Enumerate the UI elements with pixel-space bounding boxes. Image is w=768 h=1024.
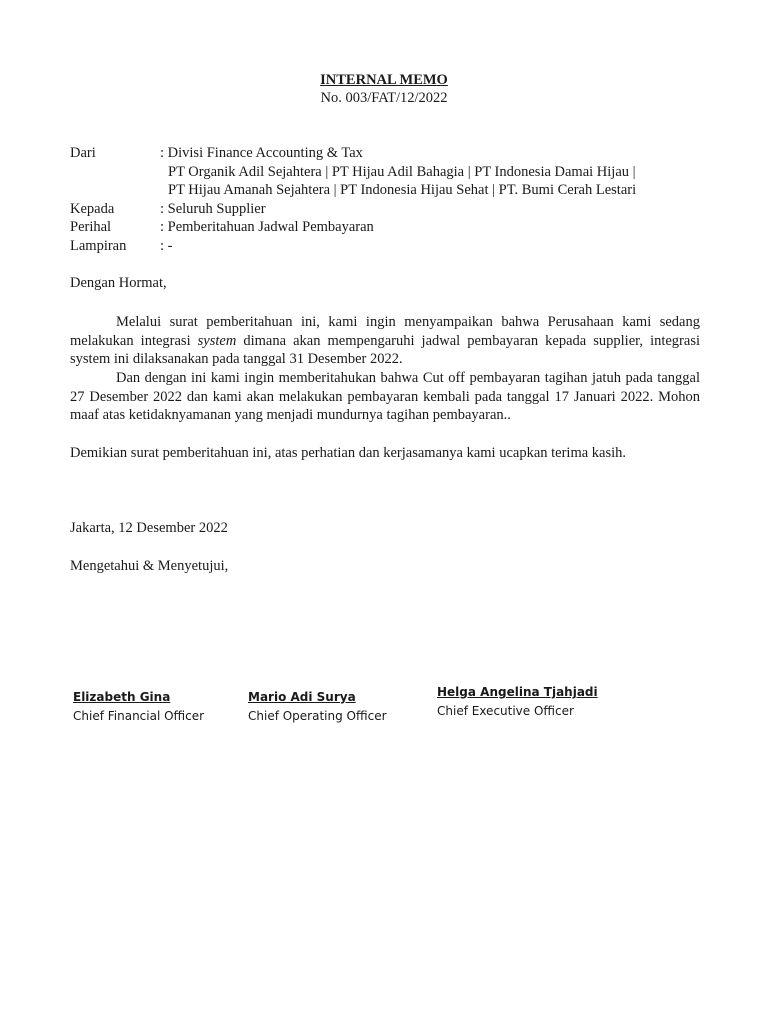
signatory-title: Chief Executive Officer xyxy=(437,704,574,718)
paragraph-1-part-a: Melalui surat pemberitahuan ini, kami ingin menyampaikan bahwa Perusahaan kami sedang melakukan integrasi xyxy=(70,314,700,349)
signatory-name: Helga Angelina Tjahjadi xyxy=(437,685,598,699)
subject-label: Perihal xyxy=(70,219,112,236)
paragraph-1-italic: system xyxy=(197,332,237,349)
paragraph-1 xyxy=(70,313,700,369)
signatory-cfo xyxy=(73,690,204,723)
memo-number: No. 003/FAT/12/2022 xyxy=(320,90,448,106)
paragraph-2: Dan dengan ini kami ingin memberitahukan bahwa Cut off pembayaran tagihan jatuh pada tanggal 27 Desember 2022 dan kami akan melakukan pembayaran kembali pada tanggal 17 Januari 2022. Mohon maaf atas ketidaknyamanan yang menjadi mundurnya tagihan pembayaran.. xyxy=(70,370,700,424)
greeting: Dengan Hormat, xyxy=(70,275,167,291)
signatory-title: Chief Financial Officer xyxy=(73,709,205,723)
to-label: Kepada xyxy=(70,200,115,217)
subject-value: : Pemberitahuan Jadwal Pembayaran xyxy=(160,219,374,236)
from-value: : Divisi Finance Accounting & Tax xyxy=(160,145,363,161)
from-value-line3: PT Hijau Amanah Sejahtera | PT Indonesia Hijau Sehat | PT. Bumi Cerah Lestari xyxy=(168,182,637,199)
signatory-coo xyxy=(248,690,387,723)
paragraph-1-part-b: dimana akan mempengaruhi jadwal pembayaran kepada supplier, integrasi system ini dilaksanakan pada tanggal 31 Desember 2022. xyxy=(70,332,700,368)
attachment-value: : - xyxy=(160,237,173,254)
approval-line: Mengetahui & Menyetujui, xyxy=(70,558,229,574)
memo-title: INTERNAL MEMO xyxy=(320,72,448,88)
signatory-ceo xyxy=(437,685,598,718)
signatory-name: Elizabeth Gina xyxy=(73,690,171,704)
from-value-line2: PT Organik Adil Sejahtera | PT Hijau Adil Bahagia | PT Indonesia Damai Hijau | xyxy=(168,163,636,180)
signatory-name: Mario Adi Surya xyxy=(248,690,356,704)
signatory-title: Chief Operating Officer xyxy=(248,709,387,723)
place-date: Jakarta, 12 Desember 2022 xyxy=(70,520,228,536)
to-value: : Seluruh Supplier xyxy=(160,200,266,217)
closing-paragraph: Demikian surat pemberitahuan ini, atas perhatian dan kerjasamanya kami ucapkan terima kasih. xyxy=(70,445,627,461)
from-label: Dari xyxy=(70,145,96,161)
attachment-label: Lampiran xyxy=(70,237,127,254)
